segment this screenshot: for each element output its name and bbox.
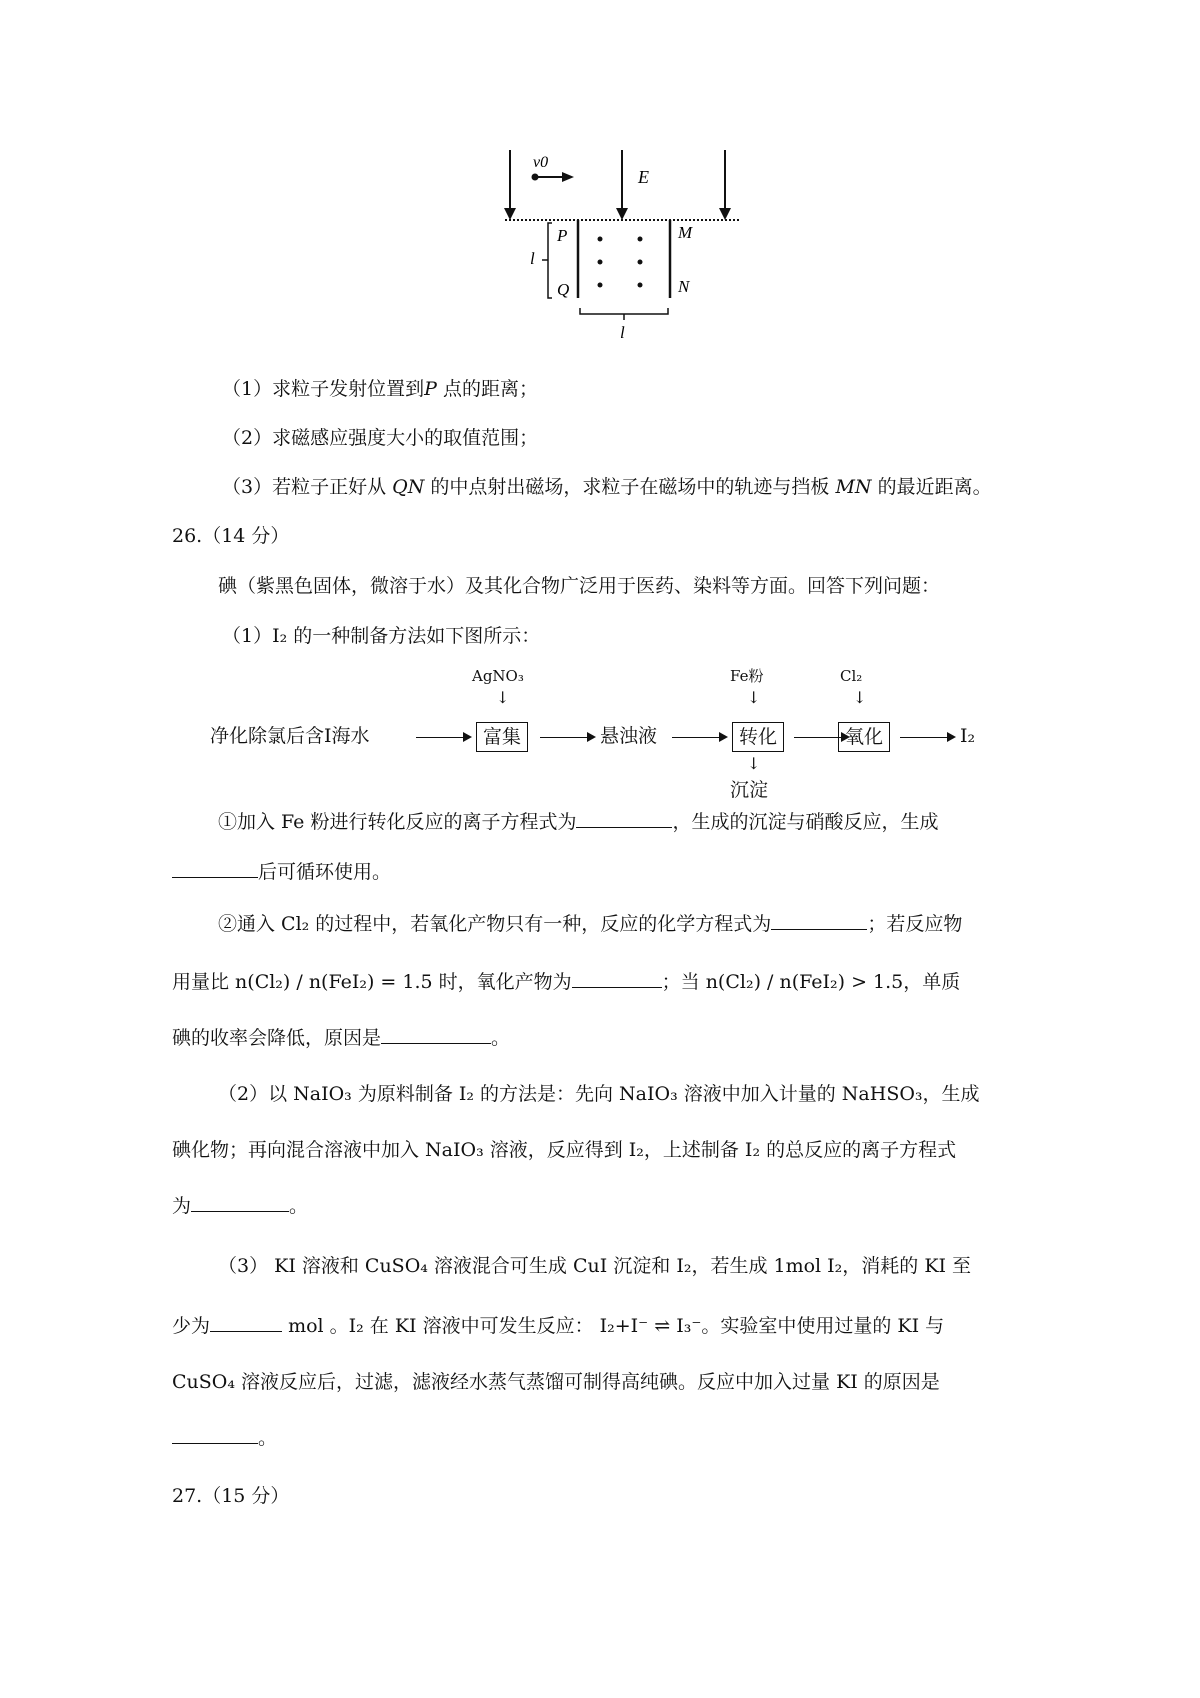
q26-part3-line3: CuSO₄ 溶液反应后，过滤，滤液经水蒸气蒸馏可制得高纯碘。反应中加入过量 KI 的原因是 — [172, 1371, 940, 1393]
flow-box-1: 富集 — [476, 722, 528, 752]
flow-mid: 悬浊液 — [600, 725, 658, 747]
l-side-label: l — [530, 249, 535, 268]
q26-part2-line1: （2）以 NaIO₃ 为原料制备 I₂ 的方法是：先向 NaIO₃ 溶液中加入计量的 NaHSO₃，生成 — [218, 1083, 980, 1105]
p-label: P — [557, 226, 568, 245]
flow-box-3: 氧化 — [838, 722, 890, 752]
q26-part2-line3: 为 。 — [172, 1195, 309, 1217]
q26-s1-line1: ①加入 Fe 粉进行转化反应的离子方程式为 ，生成的沉淀与硝酸反应，生成 — [218, 811, 939, 833]
m-label: M — [678, 223, 693, 242]
n-label: N — [678, 277, 690, 296]
q25-part3: （3）若粒子正好从 QN 的中点射出磁场，求粒子在磁场中的轨迹与挡板 MN 的最近距离。 — [222, 476, 992, 498]
q26-s2-line3: 碘的收率会降低，原因是 。 — [172, 1027, 511, 1049]
flow-box-2: 转化 — [732, 722, 784, 752]
flow-arrow-5 — [900, 737, 954, 738]
q26-s2-line2: 用量比 n(Cl₂) / n(FeI₂) = 1.5 时，氧化产物为 ；当 n(Cl₂) / n(FeI₂) > 1.5，单质 — [172, 971, 961, 993]
q26-s2-line1: ②通入 Cl₂ 的过程中，若氧化产物只有一种，反应的化学方程式为 ；若反应物 — [218, 913, 963, 935]
l-bottom-label: l — [620, 323, 625, 342]
q-label: Q — [557, 280, 570, 299]
q26-part3-line4: 。 — [172, 1424, 277, 1452]
equilibrium-equation: I₂+I⁻ ⇌ I₃⁻ — [599, 1315, 702, 1337]
flow-down-arrow-4: ↓ — [853, 688, 867, 707]
flow-end: I₂ — [960, 725, 976, 747]
q26-part2-line2: 碘化物；再向混合溶液中加入 NaIO₃ 溶液，反应得到 I₂，上述制备 I₂ 的总反应的离子方程式 — [172, 1139, 957, 1161]
flow-reagent-2: Fe粉 — [730, 667, 764, 685]
flow-down-arrow-2: ↓ — [747, 688, 761, 707]
q26-heading: 26.（14 分） — [172, 525, 290, 547]
q25-part2: （2）求磁感应强度大小的取值范围； — [222, 427, 539, 449]
flow-arrow-2 — [540, 737, 594, 738]
flow-arrow-1 — [416, 737, 470, 738]
q26-part1: （1）I₂ 的一种制备方法如下图所示： — [222, 625, 541, 647]
q26-part3-line2: 少为 mol 。I₂ 在 KI 溶液中可发生反应： I₂+I⁻ ⇌ I₃⁻。实验室中使用过量的 KI 与 — [172, 1315, 945, 1337]
flow-down-arrow-3: ↓ — [747, 754, 761, 773]
flow-start: 净化除氯后含I海水 — [210, 725, 370, 747]
flow-reagent-1: AgNO₃ — [472, 667, 524, 685]
v0-label: v0 — [533, 154, 549, 171]
flow-precip: 沉淀 — [730, 779, 769, 801]
flow-arrow-3 — [672, 737, 726, 738]
q26-intro: 碘（紫黑色固体，微溶于水）及其化合物广泛用于医药、染料等方面。回答下列问题： — [218, 575, 941, 597]
q27-heading: 27.（15 分） — [172, 1485, 290, 1507]
q26-s1-line2: 后可循环使用。 — [172, 858, 391, 886]
physics-figure — [500, 150, 760, 375]
flow-diagram — [210, 664, 990, 814]
flow-reagent-3: Cl₂ — [840, 667, 863, 685]
q25-part1: （1）求粒子发射位置到P 点的距离； — [222, 378, 538, 400]
e-label: E — [638, 167, 649, 187]
flow-down-arrow-1: ↓ — [496, 688, 510, 707]
q26-part3-line1: （3） KI 溶液和 CuSO₄ 溶液混合可生成 CuI 沉淀和 I₂，若生成 1mol I₂，消耗的 KI 至 — [218, 1255, 972, 1277]
